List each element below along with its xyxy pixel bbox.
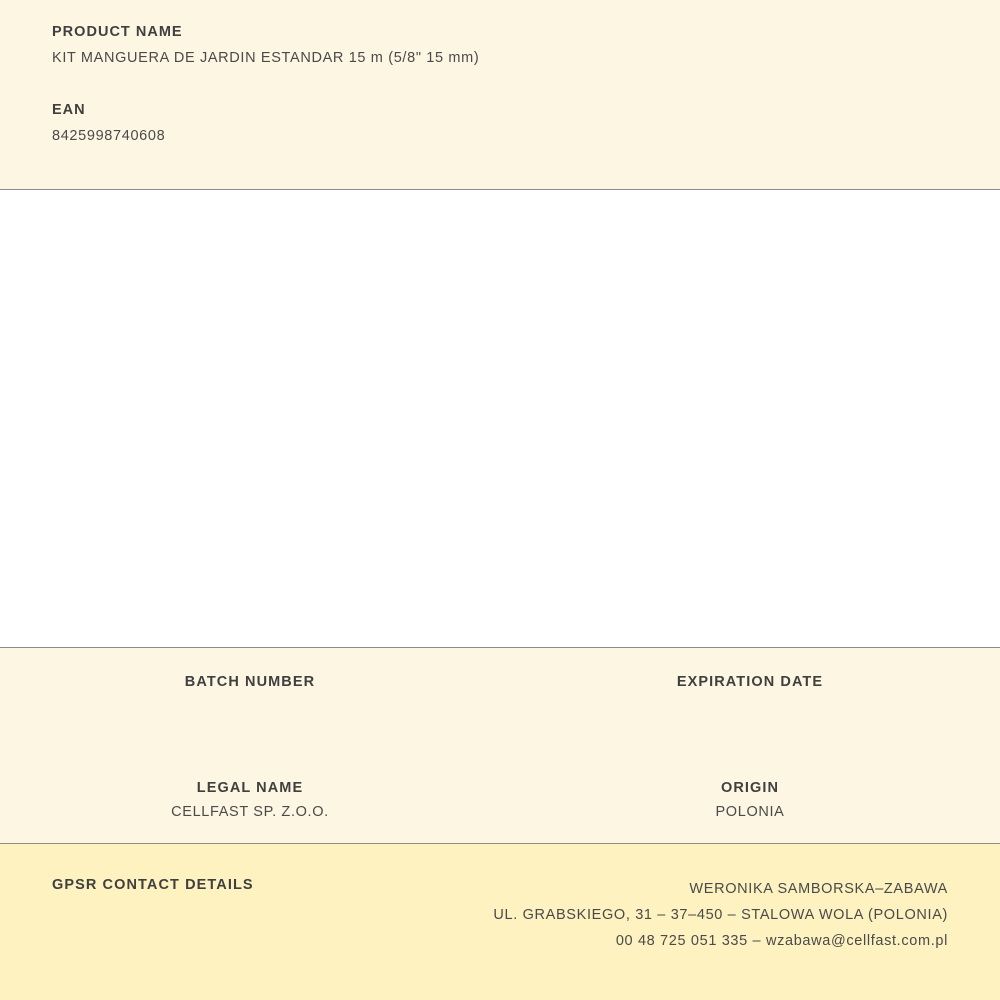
legal-name-column xyxy=(0,780,500,822)
origin-column xyxy=(500,780,1000,822)
product-name-value: KIT MANGUERA DE JARDIN ESTANDAR 15 m (5/8" 15 mm) xyxy=(52,50,480,66)
ean-label: EAN xyxy=(52,102,86,118)
product-header-section xyxy=(0,0,1000,190)
origin-value: POLONIA xyxy=(715,804,785,820)
expiration-date-value xyxy=(520,698,980,716)
batch-number-value xyxy=(20,698,480,716)
gpsr-contact-details xyxy=(493,876,948,954)
product-name-label: PRODUCT NAME xyxy=(52,24,183,40)
ean-block xyxy=(52,102,948,144)
batch-expiration-row xyxy=(0,674,1000,716)
gpsr-contact-address: UL. GRABSKIEGO, 31 – 37–450 – STALOWA WOLA (POLONIA) xyxy=(493,907,948,924)
batch-legal-section xyxy=(0,648,1000,844)
expiration-date-label: EXPIRATION DATE xyxy=(676,674,824,690)
product-name-block xyxy=(52,24,948,66)
gpsr-contact-section xyxy=(0,844,1000,1000)
image-placeholder-area xyxy=(0,190,1000,648)
batch-number-label: BATCH NUMBER xyxy=(184,674,316,690)
legal-name-value: CELLFAST SP. Z.O.O. xyxy=(171,804,329,820)
legal-origin-row xyxy=(0,780,1000,822)
gpsr-contact-phone-email: 00 48 725 051 335 – wzabawa@cellfast.com.pl xyxy=(615,933,948,950)
legal-name-label: LEGAL NAME xyxy=(196,780,304,796)
batch-number-column xyxy=(0,674,500,716)
gpsr-contact-name: WERONIKA SAMBORSKA–ZABAWA xyxy=(689,881,948,897)
expiration-date-column xyxy=(500,674,1000,716)
ean-value: 8425998740608 xyxy=(52,128,166,144)
origin-label: ORIGIN xyxy=(720,780,780,796)
gpsr-contact-label: GPSR CONTACT DETAILS xyxy=(52,877,254,893)
